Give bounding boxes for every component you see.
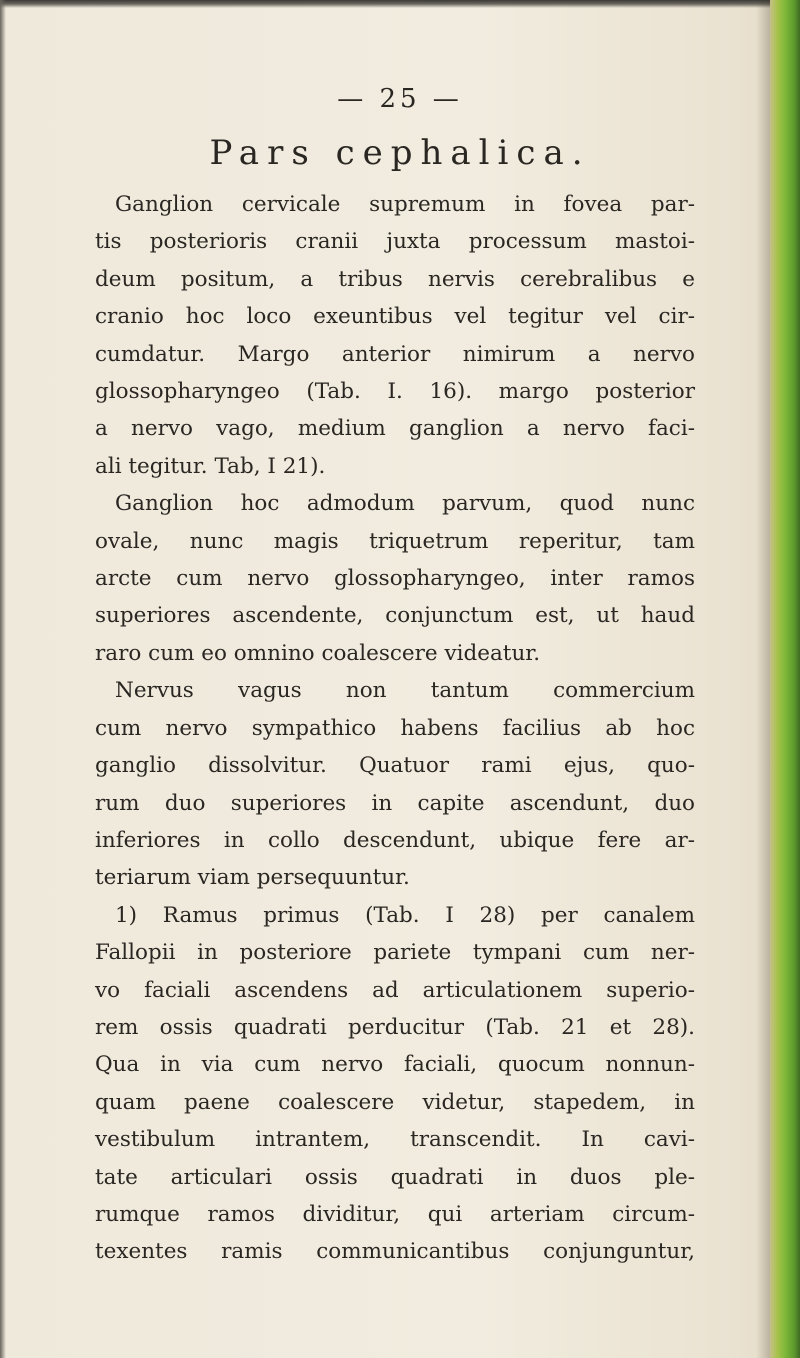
text-line: texentes ramis communicantibus conjunguntur, <box>95 1239 695 1265</box>
text-line: superiores ascendente, conjunctum est, ut haud <box>95 603 695 629</box>
text-line: Ganglion hoc admodum parvum, quod nunc <box>115 491 695 517</box>
text-line: Fallopii in posteriore pariete tympani cum ner- <box>95 940 695 966</box>
text-line: Ganglion cervicale supremum in fovea par- <box>115 192 695 217</box>
page-top-edge <box>0 0 770 8</box>
running-title: Pars cephalica. <box>209 133 591 173</box>
text-line: tis posterioris cranii juxta processum mastoi- <box>95 229 695 255</box>
text-line: rum duo superiores in capite ascendunt, duo <box>95 790 695 816</box>
text-line: arcte cum nervo glossopharyngeo, inter ramos <box>95 566 695 592</box>
text-line: ganglio dissolvitur. Quatuor rami ejus, quo- <box>95 753 695 779</box>
text-line: ali tegitur. Tab, I 21). <box>95 453 326 479</box>
text-line: a nervo vago, medium ganglion a nervo faci- <box>95 416 695 442</box>
text-line: quam paene coalescere videtur, stapedem, in <box>95 1089 695 1115</box>
text-line: vo faciali ascendens ad articulationem superio- <box>95 977 695 1003</box>
page-number: — 25 — <box>337 84 463 114</box>
book-spine <box>770 0 800 1358</box>
text-line: raro cum eo omnino coalescere videatur. <box>95 640 541 666</box>
text-line: deum positum, a tribus nervis cerebralibus e <box>95 266 695 292</box>
text-line: inferiores in collo descendunt, ubique fere ar- <box>95 827 695 853</box>
text-line: teriarum viam persequuntur. <box>95 865 410 891</box>
text-line: cumdatur. Margo anterior nimirum a nervo <box>95 341 695 367</box>
text-line: Nervus vagus non tantum commercium <box>115 678 695 704</box>
gutter-shadow <box>756 0 770 1358</box>
text-line: rumque ramos dividitur, qui arteriam circum- <box>95 1201 695 1227</box>
text-line: glossopharyngeo (Tab. I. 16). margo posterior <box>95 379 695 405</box>
text-line: cum nervo sympathico habens facilius ab hoc <box>95 715 695 741</box>
text-line: ovale, nunc magis triquetrum reperitur, tam <box>95 528 695 554</box>
text-line: tate articulari ossis quadrati in duos ple- <box>95 1164 695 1190</box>
body-text <box>95 186 695 1271</box>
text-line: Qua in via cum nervo faciali, quocum nonnun- <box>95 1052 695 1078</box>
page-left-edge <box>0 0 6 1358</box>
text-line: 1) Ramus primus (Tab. I 28) per canalem <box>115 902 695 928</box>
text-line: rem ossis quadrati perducitur (Tab. 21 et 28). <box>95 1014 695 1040</box>
text-line: cranio hoc loco exeuntibus vel tegitur vel cir- <box>95 304 695 330</box>
text-line: vestibulum intrantem, transcendit. In cavi- <box>95 1127 695 1153</box>
